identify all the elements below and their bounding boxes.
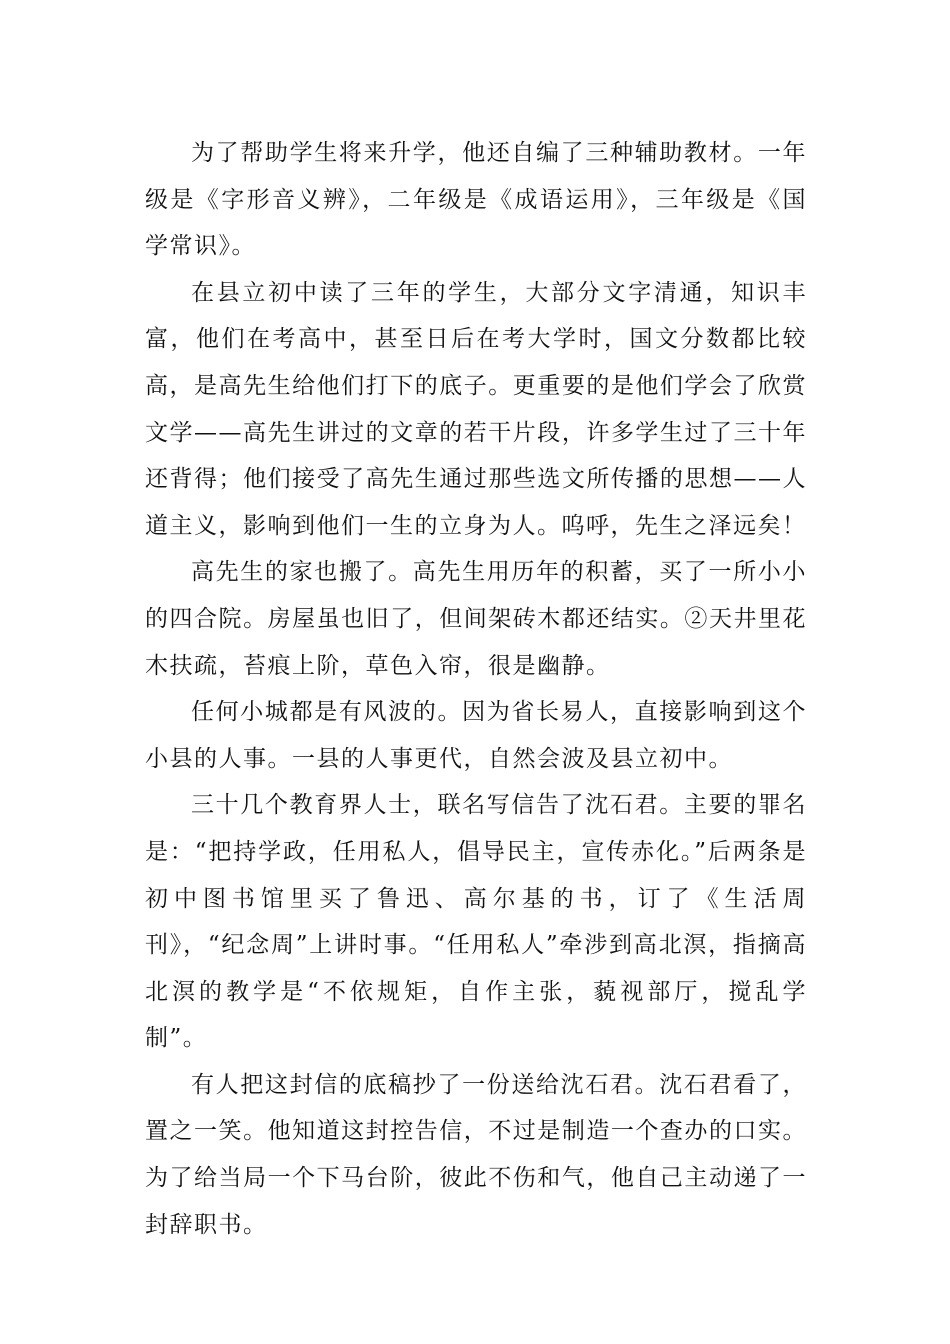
paragraph-turmoil: 任何小城都是有风波的。因为省长易人，直接影响到这个小县的人事。一县的人事更代，自然会波及县立初中。 [145,699,807,772]
paragraph-textbooks: 为了帮助学生将来升学，他还自编了三种辅助教材。一年级是《字形音义辨》，二年级是《成语运用》，三年级是《国学常识》。 [145,140,807,260]
document-body [145,130,807,1248]
paragraph-house: 高先生的家也搬了。高先生用历年的积蓄，买了一所小小的四合院。房屋虽也旧了，但间架砖木都还结实。②天井里花木扶疏，苔痕上阶，草色入帘，很是幽静。 [145,559,807,679]
paragraph-resignation: 有人把这封信的底稿抄了一份送给沈石君。沈石君看了，置之一笑。他知道这封控告信，不过是制造一个查办的口实。为了给当局一个下马台阶，彼此不伤和气，他自己主动递了一封辞职书。 [145,1071,807,1238]
paragraph-students: 在县立初中读了三年的学生，大部分文字清通，知识丰富，他们在考高中，甚至日后在考大学时，国文分数都比较高，是高先生给他们打下的底子。更重要的是他们学会了欣赏文学——高先生讲过的文章的若干片段，许多学生过了三十年还背得；他们接受了高先生通过那些选文所传播的思想——人道主义，影响到他们一生的立身为人。呜呼，先生之泽远矣！ [145,279,807,539]
paragraph-accusation: 三十几个教育界人士，联名写信告了沈石君。主要的罪名是：“把持学政，任用私人，倡导民主，宣传赤化。”后两条是初中图书馆里买了鲁迅、高尔基的书，订了《生活周刊》，“纪念周”上讲时事。“任用私人”牵涉到高北溟，指摘高北溟的教学是“不依规矩，自作主张，藐视部厅，搅乱学制”。 [145,792,807,1052]
